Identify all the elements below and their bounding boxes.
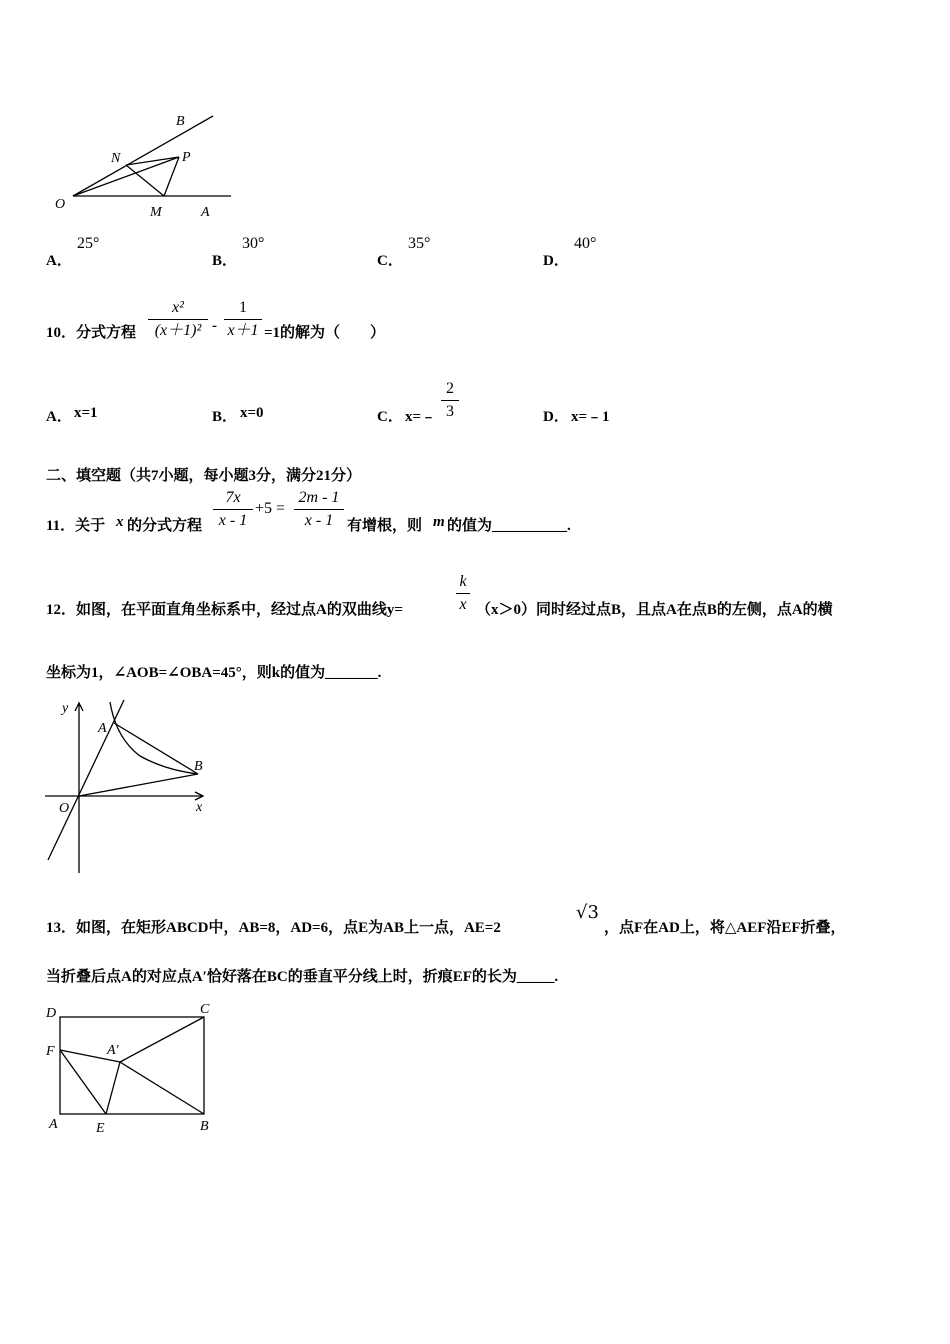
q13-line1-prefix: 13．如图，在矩形ABCD中，AB=8，AD=6，点E为AB上一点，AE=2 xyxy=(46,920,501,936)
label-F: F xyxy=(46,1044,55,1059)
label-O: O xyxy=(55,197,66,212)
label-x: x xyxy=(196,800,203,815)
q11-suffix-1: 有增根，则 xyxy=(347,518,423,534)
q10-option-d-value: x=﹣1 xyxy=(571,409,610,425)
q11-prefix: 11．关于 xyxy=(46,518,106,534)
q11-var-m: m xyxy=(433,514,445,530)
q10-option-c-frac-denominator: 3 xyxy=(446,403,454,420)
q10-option-c-value: x=﹣ xyxy=(405,409,437,425)
q11-rhs-numerator: 2m - 1 xyxy=(298,489,340,506)
label-A-prime: A′ xyxy=(107,1043,119,1058)
q13-sqrt: √3 xyxy=(576,902,599,923)
section-2-heading: 二、填空题（共7小题，每小题3分，满分21分） xyxy=(46,468,362,484)
label-D: D xyxy=(46,1006,57,1021)
q10-frac1-denominator: (x＋1)² xyxy=(154,322,202,339)
label-C: C xyxy=(200,1002,210,1017)
q13-line1-suffix: ，点F在AD上，将△AEF沿EF折叠， xyxy=(604,920,846,936)
q9-option-c-value: 35° xyxy=(408,235,431,252)
q9-option-c-letter: C． xyxy=(377,253,403,269)
q12-frac-denominator: x xyxy=(459,596,467,613)
q10-frac2-denominator: x＋1 xyxy=(227,322,259,339)
q11-plus-five: +5 = xyxy=(255,500,286,517)
q10-frac2-numerator: 1 xyxy=(239,299,247,316)
label-M: M xyxy=(150,205,162,220)
q10-suffix: =1的解为（ ） xyxy=(264,325,386,341)
q11-mid: 的分式方程 xyxy=(127,518,203,534)
label-E: E xyxy=(96,1121,105,1136)
q9-option-d-letter: D． xyxy=(543,253,569,269)
q9-option-b-letter: B． xyxy=(212,253,238,269)
rectangle-figure-q13 xyxy=(40,1000,225,1140)
q9-option-d-value: 40° xyxy=(574,235,597,252)
q10-option-a-value: x=1 xyxy=(74,405,98,421)
coordinate-figure-q12 xyxy=(40,698,220,876)
q12-frac-numerator: k xyxy=(459,573,467,590)
q12-line1-suffix: （x＞0）同时经过点B，且点A在点B的左侧，点A的横 xyxy=(476,602,833,618)
q10-frac1-numerator: x² xyxy=(172,299,184,316)
q9-option-a-letter: A． xyxy=(46,253,72,269)
angle-figure-q9 xyxy=(48,108,248,223)
q11-rhs-denominator: x - 1 xyxy=(304,512,334,529)
q10-minus: - xyxy=(212,318,217,334)
q11-var-x: x xyxy=(116,514,124,530)
q11-lhs-denominator: x - 1 xyxy=(218,512,248,529)
q11-rhs-fraction xyxy=(294,489,344,530)
q10-fraction-1 xyxy=(148,299,208,340)
q11-lhs-fraction xyxy=(213,489,253,530)
q12-line1-prefix: 12．如图，在平面直角坐标系中，经过点A的双曲线y= xyxy=(46,602,403,618)
q12-fraction xyxy=(456,573,470,614)
label-B: B xyxy=(194,759,203,774)
q9-option-b-value: 30° xyxy=(242,235,265,252)
q10-option-b-letter: B． xyxy=(212,409,238,425)
q10-option-c-fraction xyxy=(441,380,459,421)
label-N: N xyxy=(111,151,121,166)
q12-line2: 坐标为1，∠AOB=∠OBA=45°，则k的值为_______. xyxy=(46,665,382,681)
label-O: O xyxy=(59,801,70,816)
q11-lhs-numerator: 7x xyxy=(225,489,241,506)
q11-suffix-2: 的值为__________. xyxy=(447,518,571,534)
q10-option-d-letter: D． xyxy=(543,409,569,425)
label-A: A xyxy=(98,721,107,736)
q9-option-a-value: 25° xyxy=(77,235,100,252)
q10-option-a-letter: A． xyxy=(46,409,72,425)
q10-option-c-frac-numerator: 2 xyxy=(446,380,454,397)
label-B: B xyxy=(176,114,185,129)
q10-option-c-letter: C． xyxy=(377,409,403,425)
label-A: A xyxy=(49,1117,58,1132)
label-A: A xyxy=(201,205,210,220)
label-y: y xyxy=(62,701,69,716)
label-B: B xyxy=(200,1119,209,1134)
q13-line2: 当折叠后点A的对应点A′恰好落在BC的垂直平分线上时，折痕EF的长为_____. xyxy=(46,969,559,985)
q10-prefix: 10．分式方程 xyxy=(46,325,137,341)
q10-option-b-value: x=0 xyxy=(240,405,264,421)
q10-fraction-2 xyxy=(224,299,262,340)
label-P: P xyxy=(182,150,191,165)
